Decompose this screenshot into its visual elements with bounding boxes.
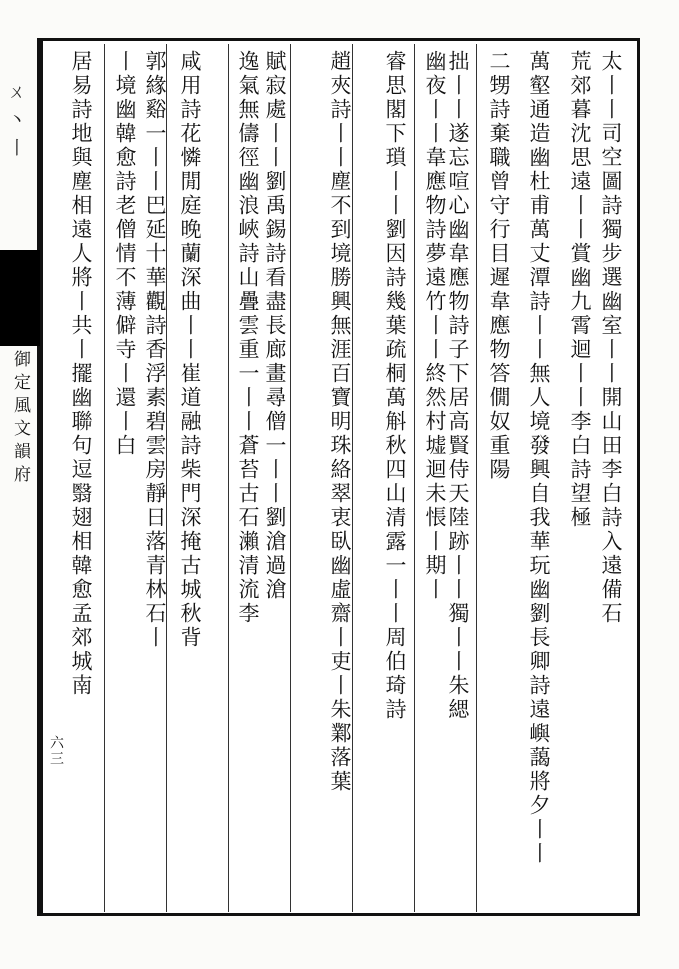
margin-title: 御定風文韻府 xyxy=(10,350,30,488)
text-column: 拙丨丨遂忘喧心幽韋應物詩子下居高賢侍天陸跡丨丨獨丨丨朱緦 xyxy=(446,50,470,722)
column-rule xyxy=(228,44,229,912)
fishtail-mark xyxy=(0,250,42,346)
column-rule xyxy=(414,44,415,912)
margin-fragment: ㄨ丶丨 xyxy=(5,82,26,166)
text-column: 郭緣谿一丨丨巴延十華觀詩香浮素碧雲房靜日落青林石丨 xyxy=(143,50,167,650)
text-column: 逸氣無儔徑幽浪峽詩山疊雲重一丨丨蒼苔古石瀨清流李 xyxy=(236,50,260,626)
text-column: 太丨丨司空圖詩獨步選幽室丨丨開山田李白詩入遠備石 xyxy=(599,50,623,626)
column-rule xyxy=(290,44,291,912)
column-rule xyxy=(476,44,477,912)
text-column: 賦寂處丨丨劉禹錫詩看盡長廊畫尋僧一丨丨劉滄過滄 xyxy=(263,50,287,602)
text-column: 幽夜丨丨韋應物詩夢遠竹丨丨終然村墟迴未悵丨期丨 xyxy=(423,50,447,602)
text-column: 咸用詩花憐閒庭晚蘭深曲丨丨崔道融詩柴門深掩古城秋背 xyxy=(178,50,202,650)
column-rule xyxy=(104,44,105,912)
text-column: 睿思閣下瑣丨丨劉因詩幾葉疏桐萬斛秋四山清露一丨丨周伯琦詩 xyxy=(383,50,407,722)
text-column: 二甥詩棄職曾守行目遲韋應物答僩奴重陽 xyxy=(487,50,511,482)
page-number: 六三 xyxy=(48,735,64,767)
text-column: 居易詩地與塵相遠人將丨共丨擺幽聯句逗翳翅相韓愈孟郊城南 xyxy=(69,50,93,698)
text-column: 萬壑通造幽杜甫萬丈潭詩丨丨無人境發興自我華玩幽劉長卿詩遠嶼藹將夕丨丨 xyxy=(527,50,551,866)
text-column: 趙夾詩丨丨塵不到境勝興無涯百寶明珠絡翠衷臥幽虛齋丨吏丨朱鄴落葉 xyxy=(328,50,352,794)
text-column: 丨境幽韓愈詩老僧情不薄僻寺丨還丨白 xyxy=(113,50,137,458)
text-column: 荒郊暮沈思遠丨丨賞幽九霄迴丨丨李白詩望極 xyxy=(568,50,592,530)
